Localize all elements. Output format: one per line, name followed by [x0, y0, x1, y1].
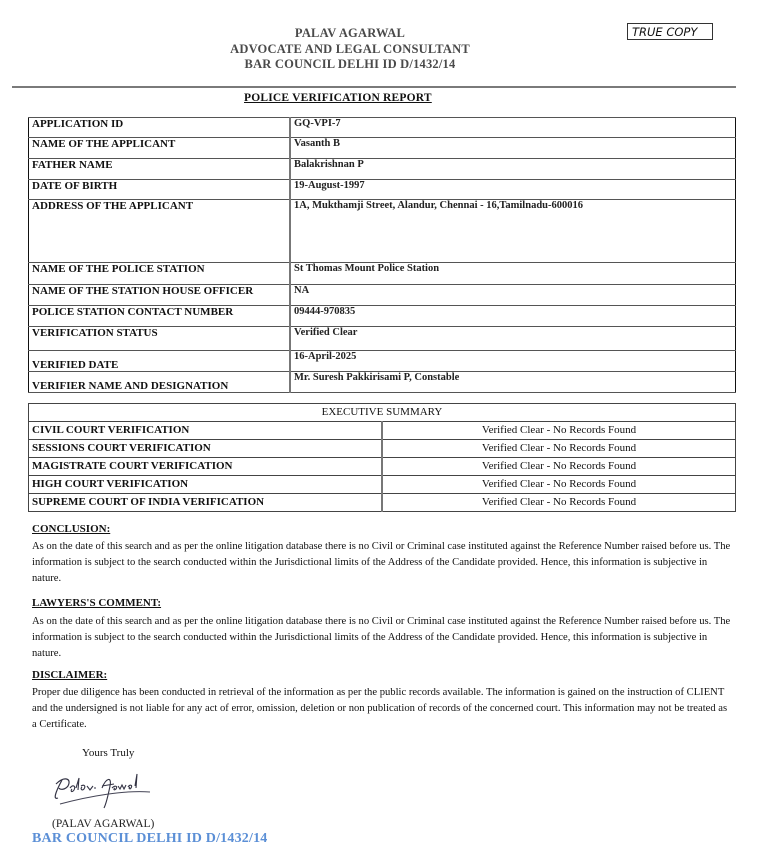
- table-row: [29, 306, 736, 327]
- detail-label: DATE OF BIRTH: [29, 180, 291, 200]
- table-row: [29, 180, 736, 200]
- detail-label: NAME OF THE STATION HOUSE OFFICER: [29, 285, 291, 306]
- true-copy-stamp: TRUE COPY: [627, 23, 713, 40]
- detail-label: APPLICATION ID: [29, 118, 291, 138]
- lawyers-comment-title: LAWYERS'S COMMENT:: [32, 597, 162, 609]
- conclusion-title: CONCLUSION:: [32, 523, 111, 535]
- detail-value: GQ-VPI-7: [290, 118, 736, 138]
- summary-label: SUPREME COURT OF INDIA VERIFICATION: [29, 494, 383, 512]
- closing-salutation: Yours Truly: [82, 747, 135, 759]
- summary-heading: EXECUTIVE SUMMARY: [29, 404, 736, 422]
- summary-label: MAGISTRATE COURT VERIFICATION: [29, 458, 383, 476]
- detail-value: Vasanth B: [290, 138, 736, 159]
- table-row: [29, 327, 736, 351]
- table-row: [29, 494, 736, 512]
- table-row: [29, 285, 736, 306]
- detail-value: NA: [290, 285, 736, 306]
- detail-label: ADDRESS OF THE APPLICANT: [29, 200, 291, 263]
- applicant-details-table: [28, 117, 736, 393]
- letterhead: [180, 26, 520, 73]
- detail-value: St Thomas Mount Police Station: [290, 263, 736, 285]
- table-row: [29, 200, 736, 263]
- header-divider: [12, 86, 736, 88]
- table-row: [29, 118, 736, 138]
- advocate-bar-id: BAR COUNCIL DELHI ID D/1432/14: [244, 57, 456, 71]
- table-header-row: [29, 404, 736, 422]
- summary-label: CIVIL COURT VERIFICATION: [29, 422, 383, 440]
- detail-value: 09444-970835: [290, 306, 736, 327]
- report-title: POLICE VERIFICATION REPORT: [244, 92, 432, 104]
- detail-value: Mr. Suresh Pakkirisami P, Constable: [290, 372, 736, 393]
- footer-bar-council-id: BAR COUNCIL DELHI ID D/1432/14: [32, 831, 268, 846]
- disclaimer-title: DISCLAIMER:: [32, 669, 108, 681]
- table-row: [29, 263, 736, 285]
- executive-summary-table: [28, 403, 736, 512]
- lawyers-comment-text: As on the date of this search and as per the online litigation database there is no Civil or Criminal case instituted against the Reference Number raised before us. The information is subject to the search conducted within the Jurisdictional limits of the Address of the Candidate provided. Hence, this information is subjective in nature.: [32, 616, 731, 659]
- advocate-name: PALAV AGARWAL: [294, 26, 406, 40]
- disclaimer-text: Proper due diligence has been conducted in retrieval of the information as per the public records available. The information is gained on the instruction of CLIENT and the undersigned is not liable for any act of error, omission, deletion or non publication of records of the concerned court. This information may not be treated as a Certificate.: [32, 687, 728, 730]
- table-row: [29, 422, 736, 440]
- table-row: [29, 458, 736, 476]
- summary-value: Verified Clear - No Records Found: [382, 476, 736, 494]
- detail-label: NAME OF THE APPLICANT: [29, 138, 291, 159]
- table-row: [29, 159, 736, 180]
- detail-label: NAME OF THE POLICE STATION: [29, 263, 291, 285]
- detail-label: POLICE STATION CONTACT NUMBER: [29, 306, 291, 327]
- summary-value: Verified Clear - No Records Found: [382, 440, 736, 458]
- summary-label: HIGH COURT VERIFICATION: [29, 476, 383, 494]
- detail-label: VERIFICATION STATUS: [29, 327, 291, 351]
- signatory-name: (PALAV AGARWAL): [52, 818, 155, 830]
- detail-value: 16-April-2025: [290, 351, 736, 372]
- summary-label: SESSIONS COURT VERIFICATION: [29, 440, 383, 458]
- table-row: [29, 351, 736, 372]
- detail-label: VERIFIED DATE: [29, 351, 291, 372]
- detail-value: Verified Clear: [290, 327, 736, 351]
- detail-value: Balakrishnan P: [290, 159, 736, 180]
- detail-value: 19-August-1997: [290, 180, 736, 200]
- conclusion-text: As on the date of this search and as per the online litigation database there is no Civil or Criminal case instituted against the Reference Number raised before us. The information is subject to the search conducted within the Jurisdictional limits of the Address of the Candidate provided. Hence, this information is subjective in nature.: [32, 541, 731, 584]
- summary-value: Verified Clear - No Records Found: [382, 422, 736, 440]
- table-row: [29, 440, 736, 458]
- advocate-title: ADVOCATE AND LEGAL CONSULTANT: [230, 41, 470, 56]
- summary-value: Verified Clear - No Records Found: [382, 494, 736, 512]
- signature-icon: [50, 768, 165, 813]
- summary-value: Verified Clear - No Records Found: [382, 458, 736, 476]
- table-row: [29, 138, 736, 159]
- table-row: [29, 476, 736, 494]
- table-row: [29, 372, 736, 393]
- detail-value: 1A, Mukthamji Street, Alandur, Chennai - 16,Tamilnadu-600016: [290, 200, 736, 263]
- detail-label: FATHER NAME: [29, 159, 291, 180]
- detail-label: VERIFIER NAME AND DESIGNATION: [29, 372, 291, 393]
